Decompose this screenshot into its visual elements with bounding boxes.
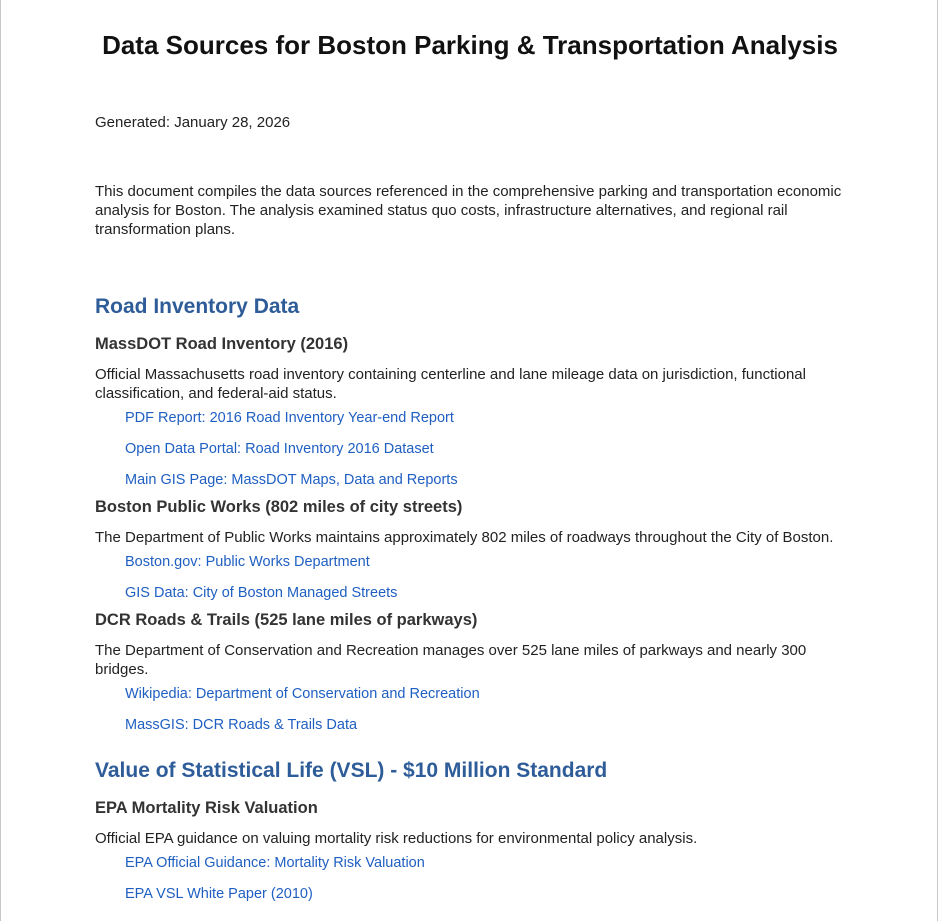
section-heading: Road Inventory Data: [95, 295, 300, 318]
source-title: Boston Public Works (802 miles of city streets): [95, 498, 463, 516]
source-description: The Department of Conservation and Recreation manages over 525 lane miles of parkways and nearly 300 bridges.: [95, 642, 807, 678]
source-title: DCR Roads & Trails (525 lane miles of parkways): [95, 611, 478, 629]
source-links: [95, 409, 855, 490]
intro-paragraph: This document compiles the data sources referenced in the comprehensive parking and transportation economic analysis for Boston. The analysis examined status quo costs, infrastructure alternatives, and regional rail transformation plans.: [95, 183, 842, 238]
link-gis-managed-streets[interactable]: GIS Data: City of Boston Managed Streets: [125, 585, 398, 601]
generated-date: Generated: January 28, 2026: [95, 114, 291, 131]
link-epa-guidance[interactable]: EPA Official Guidance: Mortality Risk Valuation: [125, 855, 425, 871]
source-description: The Department of Public Works maintains approximately 802 miles of roadways throughout the City of Boston.: [95, 529, 834, 546]
source-description: Official EPA guidance on valuing mortality risk reductions for environmental policy analysis.: [95, 830, 698, 847]
source-massdot: [95, 333, 855, 490]
section-road-inventory: [95, 293, 855, 735]
source-boston-public-works: [95, 496, 855, 603]
content-flow: [95, 293, 855, 910]
link-boston-gov-public-works[interactable]: Boston.gov: Public Works Department: [125, 554, 370, 570]
source-title: MassDOT Road Inventory (2016): [95, 335, 349, 353]
section-heading: Value of Statistical Life (VSL) - $10 Million Standard: [95, 759, 608, 782]
section-vsl: [95, 757, 855, 904]
source-epa-mortality: [95, 797, 855, 904]
page-title: Data Sources for Boston Parking & Transportation Analysis: [102, 30, 838, 60]
link-open-data-portal[interactable]: Open Data Portal: Road Inventory 2016 Dataset: [125, 441, 434, 457]
link-wikipedia-dcr[interactable]: Wikipedia: Department of Conservation and Recreation: [125, 686, 480, 702]
source-links: [95, 854, 855, 904]
link-main-gis-page[interactable]: Main GIS Page: MassDOT Maps, Data and Reports: [125, 472, 458, 488]
link-epa-vsl-white-paper[interactable]: EPA VSL White Paper (2010): [125, 886, 313, 902]
source-links: [95, 685, 855, 735]
source-links: [95, 553, 855, 603]
source-description: Official Massachusetts road inventory containing centerline and lane mileage data on jurisdiction, functional classification, and federal-aid status.: [95, 366, 806, 402]
source-dcr-roads-trails: [95, 609, 855, 735]
link-pdf-report[interactable]: PDF Report: 2016 Road Inventory Year-end Report: [125, 410, 454, 426]
source-title: EPA Mortality Risk Valuation: [95, 799, 318, 817]
link-massgis-dcr[interactable]: MassGIS: DCR Roads & Trails Data: [125, 717, 358, 733]
